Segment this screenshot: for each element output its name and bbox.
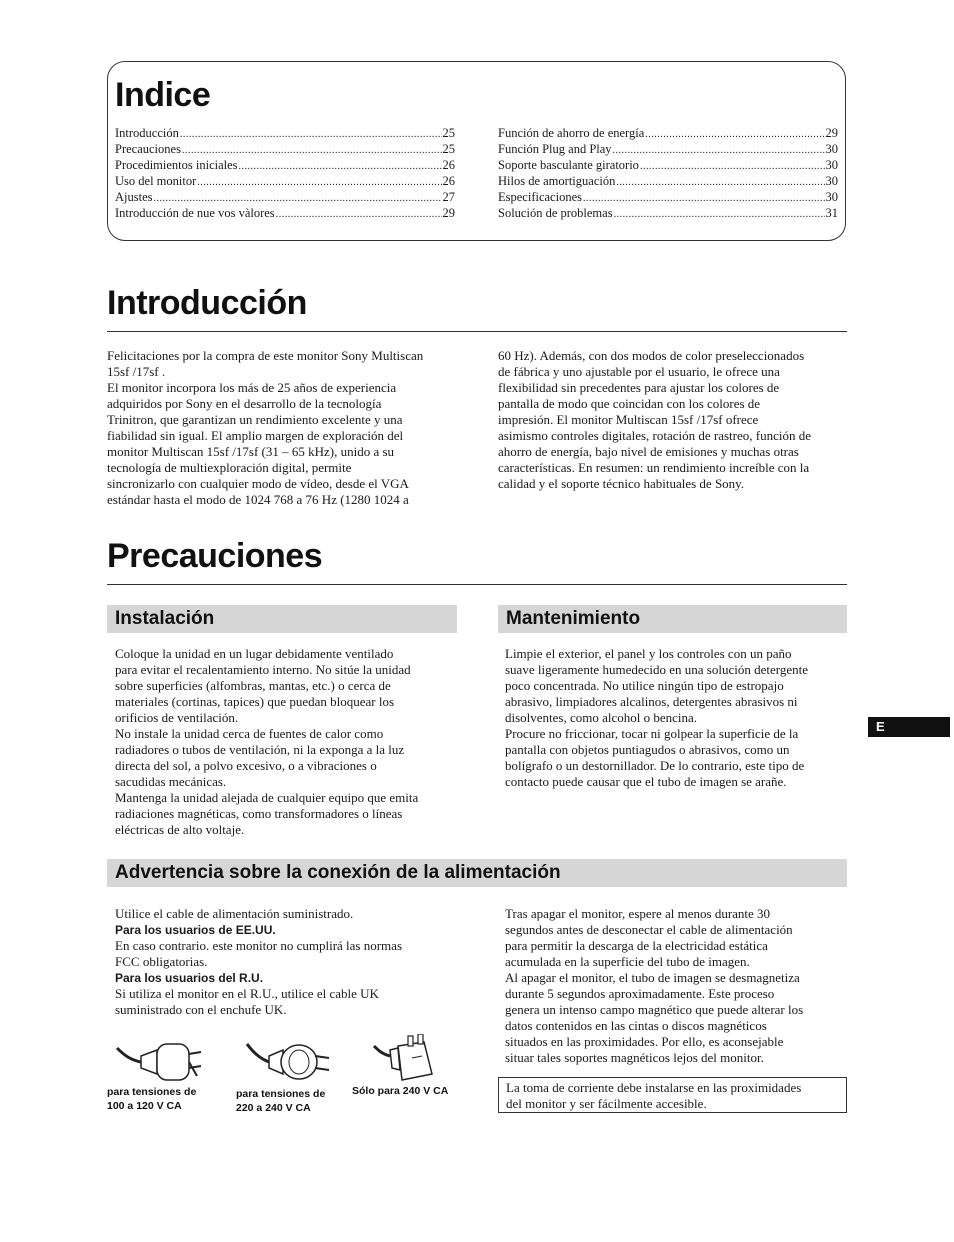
toc-label: Solución de problemas (498, 206, 613, 220)
uk-plug-icon (372, 1034, 442, 1086)
intro-col1: Felicitaciones por la compra de este monitor Sony Multiscan 15sf /17sf . El monitor incorpora los más de 25 años de experiencia adquiridos por Sony en el desarrollo de la tecnología Trinitron, que garantizan un rendimiento excelente y una fiabilidad sin igual. El amplio margen de exploración del monitor Multiscan 15sf /17sf (31 – 65 kHz), unido a su tecnología de multiexploración digital, permite sincronizarlo con cualquier modo de vídeo, desde el VGA estándar hasta el modo de 1024 768 a 76 Hz (1280 1024 a (107, 348, 424, 507)
toc-page: 30 (825, 142, 838, 156)
power-warning-heading: Advertencia sobre la conexión de la alimentación (107, 859, 847, 887)
plug-caption-eu: para tensiones de 220 a 240 V CA (236, 1088, 326, 1114)
toc-page: 30 (825, 158, 838, 172)
toc-label: Ajustes (115, 190, 153, 204)
toc-label: Introducción de nue vos vàlores (115, 206, 275, 220)
index-title: Indice (115, 76, 211, 114)
toc-entry[interactable] (498, 125, 838, 141)
toc-entry[interactable] (498, 189, 838, 205)
toc-label: Procedimientos iniciales (115, 158, 238, 172)
toc-label: Soporte basculante giratorio (498, 158, 639, 172)
toc-entry[interactable] (115, 157, 455, 173)
toc-label: Especificaciones (498, 190, 582, 204)
plug-caption-uk: Sólo para 240 V CA (352, 1085, 449, 1097)
toc-page: 30 (825, 174, 838, 188)
toc-right-column (498, 125, 838, 221)
us-users-label: Para los usuarios de EE.UU. (115, 923, 276, 937)
toc-entry[interactable] (115, 205, 455, 221)
toc-page: 30 (825, 190, 838, 204)
installation-heading: Instalación (107, 605, 457, 633)
installation-text: Coloque la unidad en un lugar debidamente ventilado para evitar el recalentamiento interno. No sitúe la unidad sobre superficies (alfombras, mantas, etc.) o cerca de materiales (cortinas, tapices) que puedan bloquear los orificios de ventilación. No instale la unidad cerca de fuentes de calor como radiadores o tubos de ventilación, ni la exponga a la luz directa del sol, a polvo excesivo, o a vibraciones o sacudidas mecánicas. Mantenga la unidad alejada de cualquier equipo que emita radiaciones magnéticas, como transformadores o líneas eléctricas de alto voltaje. (115, 646, 419, 837)
toc-label: Introducción (115, 126, 179, 140)
toc-page: 31 (825, 206, 838, 220)
toc-entry[interactable] (115, 173, 455, 189)
intro-title: Introducción (107, 284, 307, 322)
intro-col2: 60 Hz). Además, con dos modos de color preseleccionados de fábrica y uno ajustable por el usuario, le ofrece una flexibilidad sin precedentes para ajustar los colores de pantalla de modo que coincidan con los colores de impresión. El monitor Multiscan 15sf /17sf ofrece asimismo controles digitales, rotación de rastreo, función de ahorro de energía, bajo nivel de emisiones y muchas otras características. En resumen: un rendimiento increíble con la calidad y el soporte técnico habituales de Sony. (498, 348, 811, 491)
outlet-note-box: La toma de corriente debe instalarse en las proximidades del monitor y ser fácilmente accesible. (498, 1077, 847, 1113)
toc-label: Función de ahorro de energía (498, 126, 645, 140)
toc-page: 25 (442, 126, 455, 140)
power-right-text: Tras apagar el monitor, espere al menos durante 30 segundos antes de desconectar el cable de alimentación para permitir la descarga de la electricidad estática acumulada en la superficie del tubo de imagen. Al apagar el monitor, el tubo de imagen se desmagnetiza durante 5 segundos aproximadamente. Este proceso genera un intenso campo magnético que puede alterar los datos contenidos en las cintas o discos magnéticos situados en las proximidades. Por ello, es aconsejable situar tales soportes magnéticos lejos del monitor. (505, 906, 804, 1065)
toc-left-column (115, 125, 455, 221)
maintenance-heading: Mantenimiento (498, 605, 847, 633)
toc-page: 29 (825, 126, 838, 140)
maintenance-text: Limpie el exterior, el panel y los controles con un paño suave ligeramente humedecido en una solución detergente poco concentrada. No utilice ningún tipo de estropajo abrasivo, limpiadores alcalinos, detergentes abrasivos ni disolventes, como alcohol o bencina. Procure no friccionar, tocar ni golpear la superficie de la pantalla con objetos puntiagudos o abrasivos, como un bolígrafo o un destornillador. De lo contrario, este tipo de contacto puede causar que el tubo de imagen se arañe. (505, 646, 808, 789)
toc-entry[interactable] (498, 157, 838, 173)
toc-label: Uso del monitor (115, 174, 197, 188)
toc-label: Precauciones (115, 142, 181, 156)
toc-entry[interactable] (115, 141, 455, 157)
plug-caption-us: para tensiones de 100 a 120 V CA (107, 1086, 197, 1112)
us-plug-icon (115, 1036, 205, 1086)
toc-page: 26 (442, 158, 455, 172)
power-left-text: Utilice el cable de alimentación suministrado. Para los usuarios de EE.UU. En caso contrario. este monitor no cumplirá las normas FCC obligatorias. Para los usuarios del R.U. Si utiliza el monitor en el R.U., utilice el cable UK suministrado con el enchufe UK. (115, 906, 465, 1018)
toc-page: 25 (442, 142, 455, 156)
language-tab: E (868, 717, 950, 737)
toc-entry[interactable] (115, 189, 455, 205)
toc-page: 29 (442, 206, 455, 220)
toc-page: 26 (442, 174, 455, 188)
toc-entry[interactable] (498, 141, 838, 157)
uk-users-label: Para los usuarios del R.U. (115, 971, 264, 985)
divider (107, 584, 847, 585)
eu-plug-icon (245, 1036, 335, 1086)
toc-entry[interactable] (498, 173, 838, 189)
toc-page: 27 (442, 190, 455, 204)
toc-entry[interactable] (498, 205, 838, 221)
divider (107, 331, 847, 332)
toc-label: Función Plug and Play (498, 142, 612, 156)
toc-entry[interactable] (115, 125, 455, 141)
precautions-title: Precauciones (107, 537, 323, 575)
toc-label: Hilos de amortiguación (498, 174, 616, 188)
